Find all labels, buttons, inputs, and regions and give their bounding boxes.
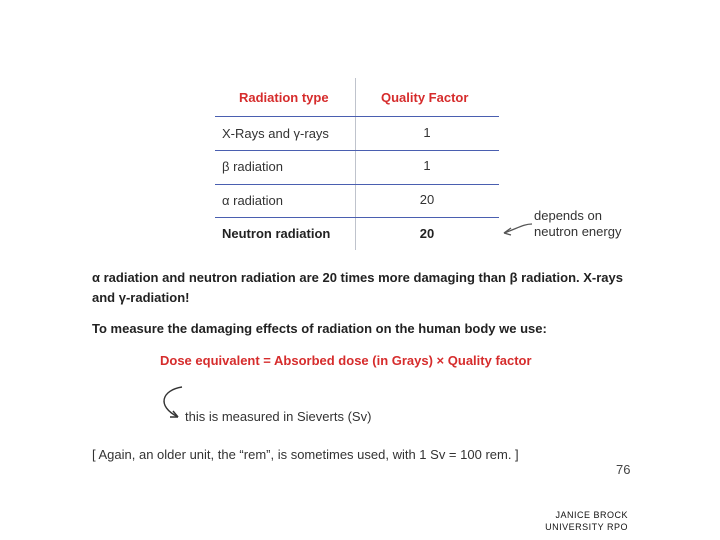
dose-equivalent-formula: Dose equivalent = Absorbed dose (in Grays) × Quality factor bbox=[160, 353, 532, 368]
neutron-energy-note bbox=[534, 208, 621, 240]
table-row-divider bbox=[215, 116, 499, 117]
table-row-divider bbox=[215, 184, 499, 185]
measure-intro: To measure the damaging effects of radiation on the human body we use: bbox=[92, 321, 547, 336]
table-cell-factor: 20 bbox=[419, 192, 435, 207]
table-cell-factor: 20 bbox=[419, 226, 435, 241]
page-number: 76 bbox=[616, 462, 631, 477]
neutron-note-arrow-icon bbox=[498, 218, 538, 242]
curved-arrow-icon bbox=[156, 384, 188, 424]
paragraph-line-1: α radiation and neutron radiation are 20 times more damaging than β radiation. X-rays bbox=[92, 270, 623, 285]
table-cell-factor: 1 bbox=[423, 158, 431, 173]
quality-factor-table bbox=[215, 78, 499, 250]
table-row-divider bbox=[215, 217, 499, 218]
footer-line: JANICE BROCK bbox=[555, 510, 628, 520]
sieverts-note: this is measured in Sieverts (Sv) bbox=[185, 409, 372, 424]
footer-author bbox=[520, 509, 628, 533]
note-line: neutron energy bbox=[534, 224, 622, 239]
footer-line: UNIVERSITY RPO bbox=[545, 522, 628, 532]
older-unit-note: [ Again, an older unit, the “rem”, is sometimes used, with 1 Sv = 100 rem. ] bbox=[92, 447, 519, 462]
table-cell-type: β radiation bbox=[222, 159, 283, 174]
header-radiation-type: Radiation type bbox=[239, 90, 329, 105]
table-cell-type: X-Rays and γ-rays bbox=[222, 126, 329, 141]
table-row-divider bbox=[215, 150, 499, 151]
note-line: depends on bbox=[534, 208, 602, 223]
table-cell-type: Neutron radiation bbox=[222, 226, 331, 241]
table-cell-type: α radiation bbox=[222, 193, 283, 208]
header-quality-factor: Quality Factor bbox=[381, 90, 469, 105]
paragraph-line-2: and γ-radiation! bbox=[92, 290, 190, 305]
table-cell-factor: 1 bbox=[423, 125, 431, 140]
